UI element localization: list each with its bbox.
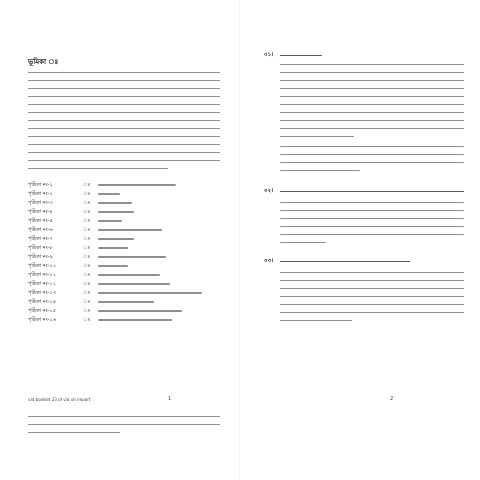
- text-line: [280, 162, 464, 163]
- text-line: [280, 170, 360, 171]
- text-line: [280, 202, 464, 203]
- item-text: [98, 202, 132, 203]
- text-line: [280, 112, 464, 113]
- item-label: পৃষ্ঠিকা নং-১৩: [28, 290, 57, 296]
- list-item: [28, 181, 218, 189]
- text-line: [280, 242, 326, 243]
- item-colon: ঃ: [83, 308, 91, 314]
- text-line: [280, 80, 464, 81]
- text-line: [280, 226, 464, 227]
- section-title: [280, 191, 464, 193]
- text-line: [280, 88, 464, 89]
- list-item: [28, 235, 218, 243]
- item-label: পৃষ্ঠিকা নং-৪: [28, 209, 53, 215]
- item-colon: ঃ: [83, 182, 91, 188]
- text-line: [28, 120, 220, 121]
- item-colon: ঃ: [83, 227, 91, 233]
- item-text: [98, 193, 120, 194]
- item-label: পৃষ্ঠিকা নং-১০: [28, 263, 57, 269]
- text-line: [280, 234, 464, 235]
- item-label: পৃষ্ঠিকা নং-১৫: [28, 308, 57, 314]
- page-number: 1: [168, 396, 172, 402]
- text-line: [28, 416, 220, 417]
- text-line: [28, 432, 120, 433]
- text-line: [28, 104, 220, 105]
- text-line: [280, 304, 464, 305]
- text-line: [280, 128, 464, 129]
- item-label: পৃষ্ঠিকা নং-১: [28, 182, 53, 188]
- list-item: [28, 289, 218, 297]
- text-line: [28, 88, 220, 89]
- item-colon: ঃ: [83, 263, 91, 269]
- text-line: [28, 144, 220, 145]
- text-line: [280, 296, 464, 297]
- text-line: [28, 136, 220, 137]
- text-line: [28, 424, 220, 425]
- text-line: [280, 218, 464, 219]
- text-line: [280, 312, 464, 313]
- text-line: [280, 288, 464, 289]
- list-item: [28, 226, 218, 234]
- item-colon: ঃ: [83, 191, 91, 197]
- text-line: [280, 210, 464, 211]
- list-item: [28, 316, 218, 324]
- text-line: [28, 168, 168, 169]
- item-label: পৃষ্ঠিকা নং-২: [28, 191, 53, 197]
- item-text: [98, 247, 128, 248]
- text-line: [28, 128, 220, 129]
- section-number: ০৩।: [264, 258, 274, 264]
- item-text: [98, 238, 134, 239]
- text-line: [28, 152, 220, 153]
- item-text: [98, 220, 122, 221]
- section-03: [264, 258, 464, 328]
- list-item: [28, 271, 218, 279]
- list-item: [28, 280, 218, 288]
- list-item: [28, 190, 218, 198]
- item-label: পৃষ্ঠিকা নং-৭: [28, 236, 53, 242]
- text-line: [280, 64, 464, 65]
- text-line: [28, 160, 220, 161]
- text-line: [280, 146, 464, 147]
- item-label: পৃষ্ঠিকা নং-৬: [28, 227, 53, 233]
- item-colon: ঃ: [83, 245, 91, 251]
- item-text: [98, 310, 182, 311]
- right-page: [240, 0, 480, 480]
- text-line: [28, 80, 220, 81]
- item-label: পৃষ্ঠিকা নং-১৪: [28, 299, 57, 305]
- item-label: পৃষ্ঠিকা নং-১৬: [28, 317, 57, 323]
- text-line: [28, 72, 220, 73]
- item-text: [98, 229, 162, 230]
- section-02: [264, 188, 464, 248]
- item-text: [98, 283, 170, 284]
- page-number: 2: [390, 396, 394, 402]
- text-line: [280, 154, 464, 155]
- text-line: [280, 72, 464, 73]
- item-colon: ঃ: [83, 281, 91, 287]
- item-text: [98, 256, 166, 257]
- item-text: [98, 265, 128, 266]
- item-colon: ঃ: [83, 299, 91, 305]
- text-line: [280, 96, 464, 97]
- item-label: পৃষ্ঠিকা নং-৮: [28, 245, 53, 251]
- section-title: [280, 261, 410, 263]
- item-label: পৃষ্ঠিকা নং-৫: [28, 218, 53, 224]
- item-text: [98, 211, 134, 212]
- section-01: [264, 52, 464, 172]
- list-item: [28, 307, 218, 315]
- item-colon: ঃ: [83, 272, 91, 278]
- item-label: পৃষ্ঠিকা নং-৩: [28, 200, 53, 206]
- text-line: [280, 120, 464, 121]
- list-item: [28, 217, 218, 225]
- page-heading: ভূমিকা ঃ: [28, 58, 59, 66]
- item-colon: ঃ: [83, 209, 91, 215]
- list-item: [28, 262, 218, 270]
- section-number: ০২।: [264, 188, 274, 194]
- item-label: পৃষ্ঠিকা নং-১২: [28, 281, 57, 287]
- item-text: [98, 274, 160, 275]
- item-text: [98, 184, 176, 185]
- section-number: ০১।: [264, 52, 274, 58]
- text-line: [28, 96, 220, 97]
- item-colon: ঃ: [83, 236, 91, 242]
- item-text: [98, 319, 172, 320]
- list-item: [28, 199, 218, 207]
- text-line: [280, 136, 354, 137]
- page-footer: vat booklet 23 of vat on import: [28, 397, 91, 402]
- item-colon: ঃ: [83, 254, 91, 260]
- text-line: [280, 320, 352, 321]
- list-item: [28, 298, 218, 306]
- text-line: [280, 272, 464, 273]
- item-label: পৃষ্ঠিকা নং-১১: [28, 272, 57, 278]
- item-colon: ঃ: [83, 200, 91, 206]
- item-colon: ঃ: [83, 317, 91, 323]
- list-item: [28, 253, 218, 261]
- item-colon: ঃ: [83, 218, 91, 224]
- list-item: [28, 208, 218, 216]
- text-line: [280, 104, 464, 105]
- item-text: [98, 301, 154, 302]
- item-text: [98, 292, 202, 293]
- text-line: [280, 280, 464, 281]
- item-colon: ঃ: [83, 290, 91, 296]
- text-line: [28, 112, 220, 113]
- list-item: [28, 244, 218, 252]
- section-title: [280, 55, 322, 57]
- item-label: পৃষ্ঠিকা নং-৯: [28, 254, 53, 260]
